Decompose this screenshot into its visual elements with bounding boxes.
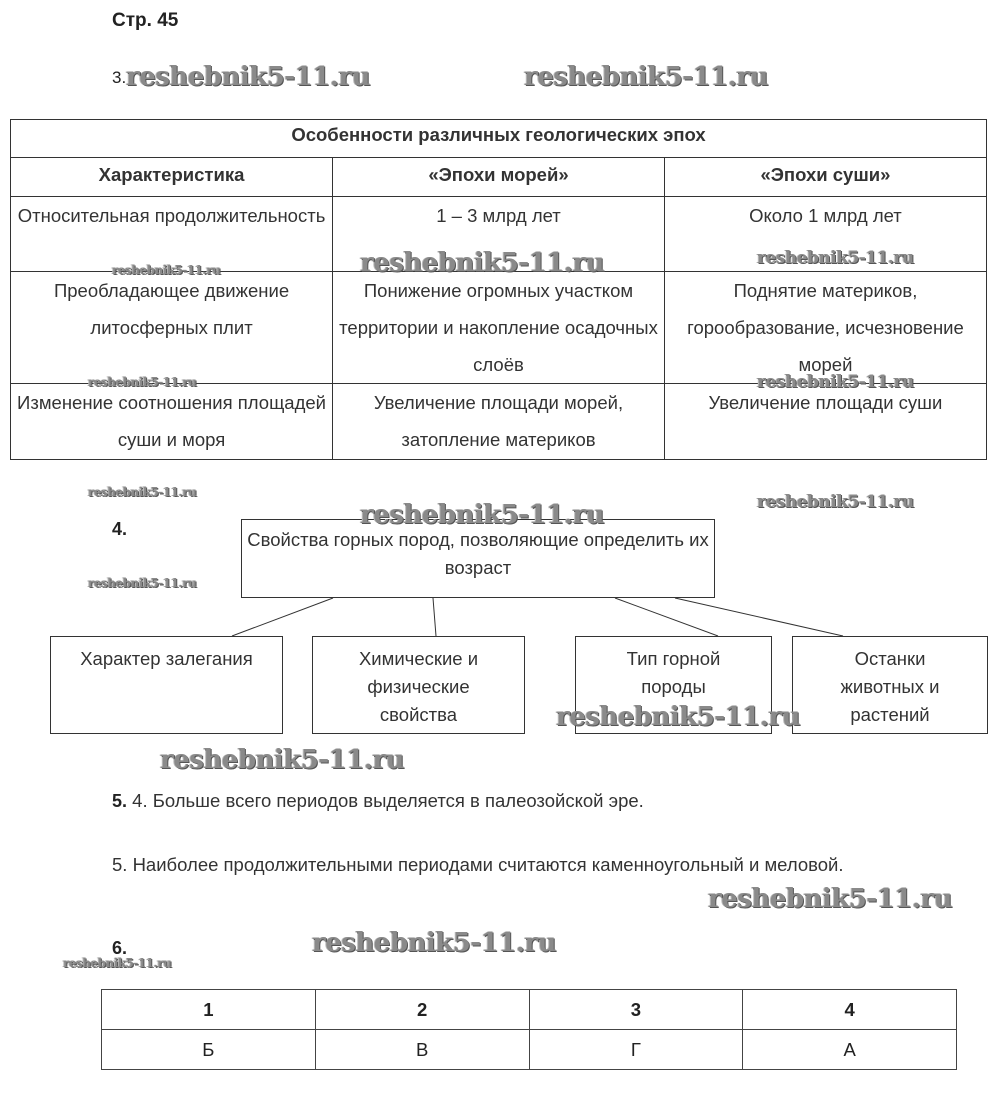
diagram-child-label: Останки животных и растений xyxy=(840,648,940,725)
watermark: reshebnik5-11.ru xyxy=(757,248,914,268)
matching-answer-table xyxy=(101,989,957,1070)
table-cell: Б xyxy=(102,1030,316,1070)
answer-text: 4. Больше всего периодов выделяется в палеозойской эре. xyxy=(132,790,644,811)
watermark: reshebnik5-11.ru xyxy=(708,884,953,914)
watermark: reshebnik5-11.ru xyxy=(160,745,405,775)
watermark: reshebnik5-11.ru xyxy=(312,928,557,958)
watermark: reshebnik5-11.ru xyxy=(88,485,197,499)
table-cell: Увеличение площади суши xyxy=(664,384,986,460)
task3-number: 3. xyxy=(112,68,127,87)
watermark: reshebnik5-11.ru xyxy=(112,263,221,277)
watermark: reshebnik5-11.ru xyxy=(556,702,801,732)
watermark: reshebnik5-11.ru xyxy=(757,372,914,392)
task5-answer-1 xyxy=(112,790,644,812)
task5-number: 5. xyxy=(112,791,128,811)
column-header: 3 xyxy=(529,990,743,1030)
diagram-root-label: Свойства горных пород, позволяющие определить их возраст xyxy=(247,529,709,578)
watermark: reshebnik5-11.ru xyxy=(63,956,172,970)
watermark: reshebnik5-11.ru xyxy=(524,62,769,92)
table-cell: 1 – 3 млрд лет xyxy=(333,197,665,272)
table-cell: Поднятие материков, горообразование, исчезновение морей xyxy=(664,272,986,384)
diagram-root-box xyxy=(241,519,715,598)
diagram-child-label: Характер залегания xyxy=(80,648,253,669)
table-row xyxy=(102,1030,957,1070)
table-cell: Увеличение площади морей, затопление материков xyxy=(333,384,665,460)
column-header: 1 xyxy=(102,990,316,1030)
watermark: reshebnik5-11.ru xyxy=(360,248,605,278)
table-cell: Понижение огромных участком территории и накопление осадочных слоёв xyxy=(333,272,665,384)
diagram-child-box xyxy=(50,636,283,734)
table-cell: Г xyxy=(529,1030,743,1070)
column-header: 2 xyxy=(315,990,529,1030)
diagram-child-label: Тип горной породы xyxy=(626,648,721,697)
watermark: reshebnik5-11.ru xyxy=(88,576,197,590)
table-title: Особенности различных геологических эпох xyxy=(11,120,987,158)
column-header: «Эпохи суши» xyxy=(664,158,986,197)
diagram-child-label: Химические и физические свойства xyxy=(358,648,479,725)
table-cell: Преобладающее движение литосферных плит xyxy=(11,272,333,384)
column-header: «Эпохи морей» xyxy=(333,158,665,197)
table-cell: В xyxy=(315,1030,529,1070)
column-header: 4 xyxy=(743,990,957,1030)
table-cell: Изменение соотношения площадей суши и моря xyxy=(11,384,333,460)
table-cell: Относительная продолжительность xyxy=(11,197,333,272)
watermark: reshebnik5-11.ru xyxy=(757,492,914,512)
column-header: Характеристика xyxy=(11,158,333,197)
table-cell: Около 1 млрд лет xyxy=(664,197,986,272)
table-cell: А xyxy=(743,1030,957,1070)
diagram-child-box xyxy=(792,636,988,734)
watermark: reshebnik5-11.ru xyxy=(126,62,371,92)
task4-number: 4. xyxy=(112,519,128,539)
task5-answer-2: 5. Наиболее продолжительными периодами считаются каменноугольный и меловой. xyxy=(112,854,844,875)
watermark: reshebnik5-11.ru xyxy=(360,500,605,530)
diagram-child-box xyxy=(312,636,525,734)
page-number: Стр. 45 xyxy=(112,10,179,31)
task6-number: 6. xyxy=(112,938,128,958)
watermark: reshebnik5-11.ru xyxy=(88,375,197,389)
